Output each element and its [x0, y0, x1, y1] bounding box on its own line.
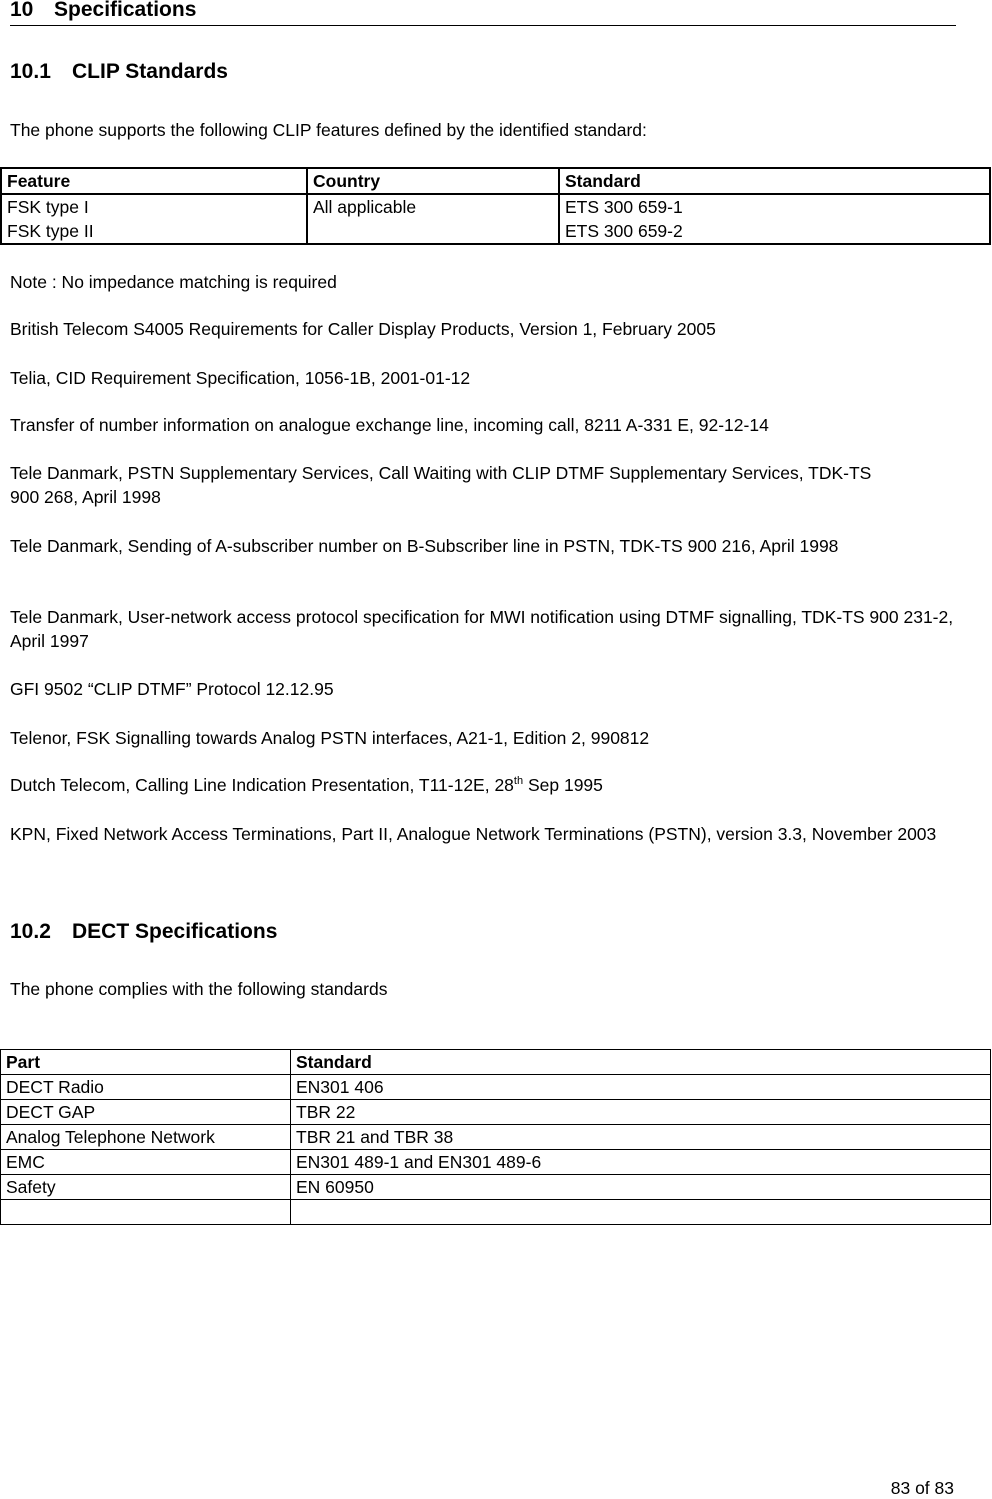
table-header-row	[1, 168, 990, 194]
clip-table	[0, 167, 991, 245]
page-number: 83 of 83	[890, 1478, 954, 1498]
standard-cell: TBR 21 and TBR 38	[291, 1125, 991, 1150]
clip-paragraph-kpn: KPN, Fixed Network Access Terminations, Part II, Analogue Network Terminations (PSTN), version 3.3, November 2003	[10, 824, 937, 844]
feature-value: FSK type I	[7, 197, 89, 217]
section-title: CLIP Standards	[72, 60, 228, 83]
standard-cell: EN 60950	[291, 1175, 991, 1200]
clip-paragraph: Tele Danmark, User-network access protocol specification for MWI notification using DTMF signalling, TDK-TS 900 231-2, April 1997	[10, 607, 954, 651]
dect-intro: The phone complies with the following standards	[10, 979, 388, 999]
clip-paragraph: Tele Danmark, Sending of A-subscriber number on B-Subscriber line in PSTN, TDK-TS 900 216, April 1998	[10, 536, 839, 556]
part-cell: Analog Telephone Network	[1, 1125, 291, 1150]
feature-value: FSK type II	[7, 221, 94, 241]
standard-value: ETS 300 659-2	[565, 221, 683, 241]
table-row	[1, 1075, 991, 1100]
header-cell: Feature	[1, 168, 307, 194]
part-cell: DECT GAP	[1, 1100, 291, 1125]
part-cell: Safety	[1, 1175, 291, 1200]
dect-section-heading	[10, 920, 277, 944]
section-title: DECT Specifications	[72, 920, 278, 943]
table-row	[1, 1125, 991, 1150]
clip-paragraph-dutch	[10, 773, 960, 797]
ordinal-suffix: th	[513, 775, 524, 788]
clip-section-heading	[10, 60, 228, 84]
header-cell: Part	[1, 1050, 291, 1075]
clip-paragraph: Telia, CID Requirement Specification, 1056-1B, 2001-01-12	[10, 368, 471, 388]
part-cell	[1, 1200, 291, 1225]
section-number: 10.2	[10, 920, 51, 943]
feature-cell	[1, 194, 307, 244]
dutch-text: Dutch Telecom, Calling Line Indication Presentation, T11-12E, 28	[10, 775, 514, 795]
clip-paragraph: Telenor, FSK Signalling towards Analog PSTN interfaces, A21-1, Edition 2, 990812	[10, 728, 650, 748]
clip-paragraph: Transfer of number information on analogue exchange line, incoming call, 8211 A-331 E, 92-12-14	[10, 415, 769, 435]
standard-cell	[291, 1200, 991, 1225]
standard-cell: EN301 406	[291, 1075, 991, 1100]
table-row	[1, 1150, 991, 1175]
header-cell: Standard	[291, 1050, 991, 1075]
section-number: 10.1	[10, 60, 51, 83]
table-row	[1, 1175, 991, 1200]
table-row	[1, 1100, 991, 1125]
chapter-title: Specifications	[54, 0, 197, 21]
chapter-heading	[10, 0, 956, 26]
part-cell: DECT Radio	[1, 1075, 291, 1100]
clip-paragraph: British Telecom S4005 Requirements for Caller Display Products, Version 1, February 2005	[10, 319, 716, 339]
table-row	[1, 1200, 991, 1225]
dutch-text-end: Sep 1995	[523, 775, 603, 795]
header-cell: Country	[307, 168, 559, 194]
clip-paragraph: Tele Danmark, PSTN Supplementary Services, Call Waiting with CLIP DTMF Supplementary Services, TDK-TS 900 268, April 1998	[10, 463, 872, 507]
header-cell: Standard	[559, 168, 990, 194]
table-row	[1, 194, 990, 244]
country-cell: All applicable	[307, 194, 559, 244]
clip-intro: The phone supports the following CLIP features defined by the identified standard:	[10, 120, 647, 140]
standard-cell: TBR 22	[291, 1100, 991, 1125]
dect-table	[0, 1049, 991, 1225]
chapter-number: 10	[10, 0, 34, 21]
part-cell: EMC	[1, 1150, 291, 1175]
clip-paragraph: Note : No impedance matching is required	[10, 272, 337, 292]
standard-cell: EN301 489-1 and EN301 489-6	[291, 1150, 991, 1175]
standard-value: ETS 300 659-1	[565, 197, 683, 217]
standard-cell	[559, 194, 990, 244]
clip-paragraph: GFI 9502 “CLIP DTMF” Protocol 12.12.95	[10, 679, 334, 699]
table-header-row	[1, 1050, 991, 1075]
